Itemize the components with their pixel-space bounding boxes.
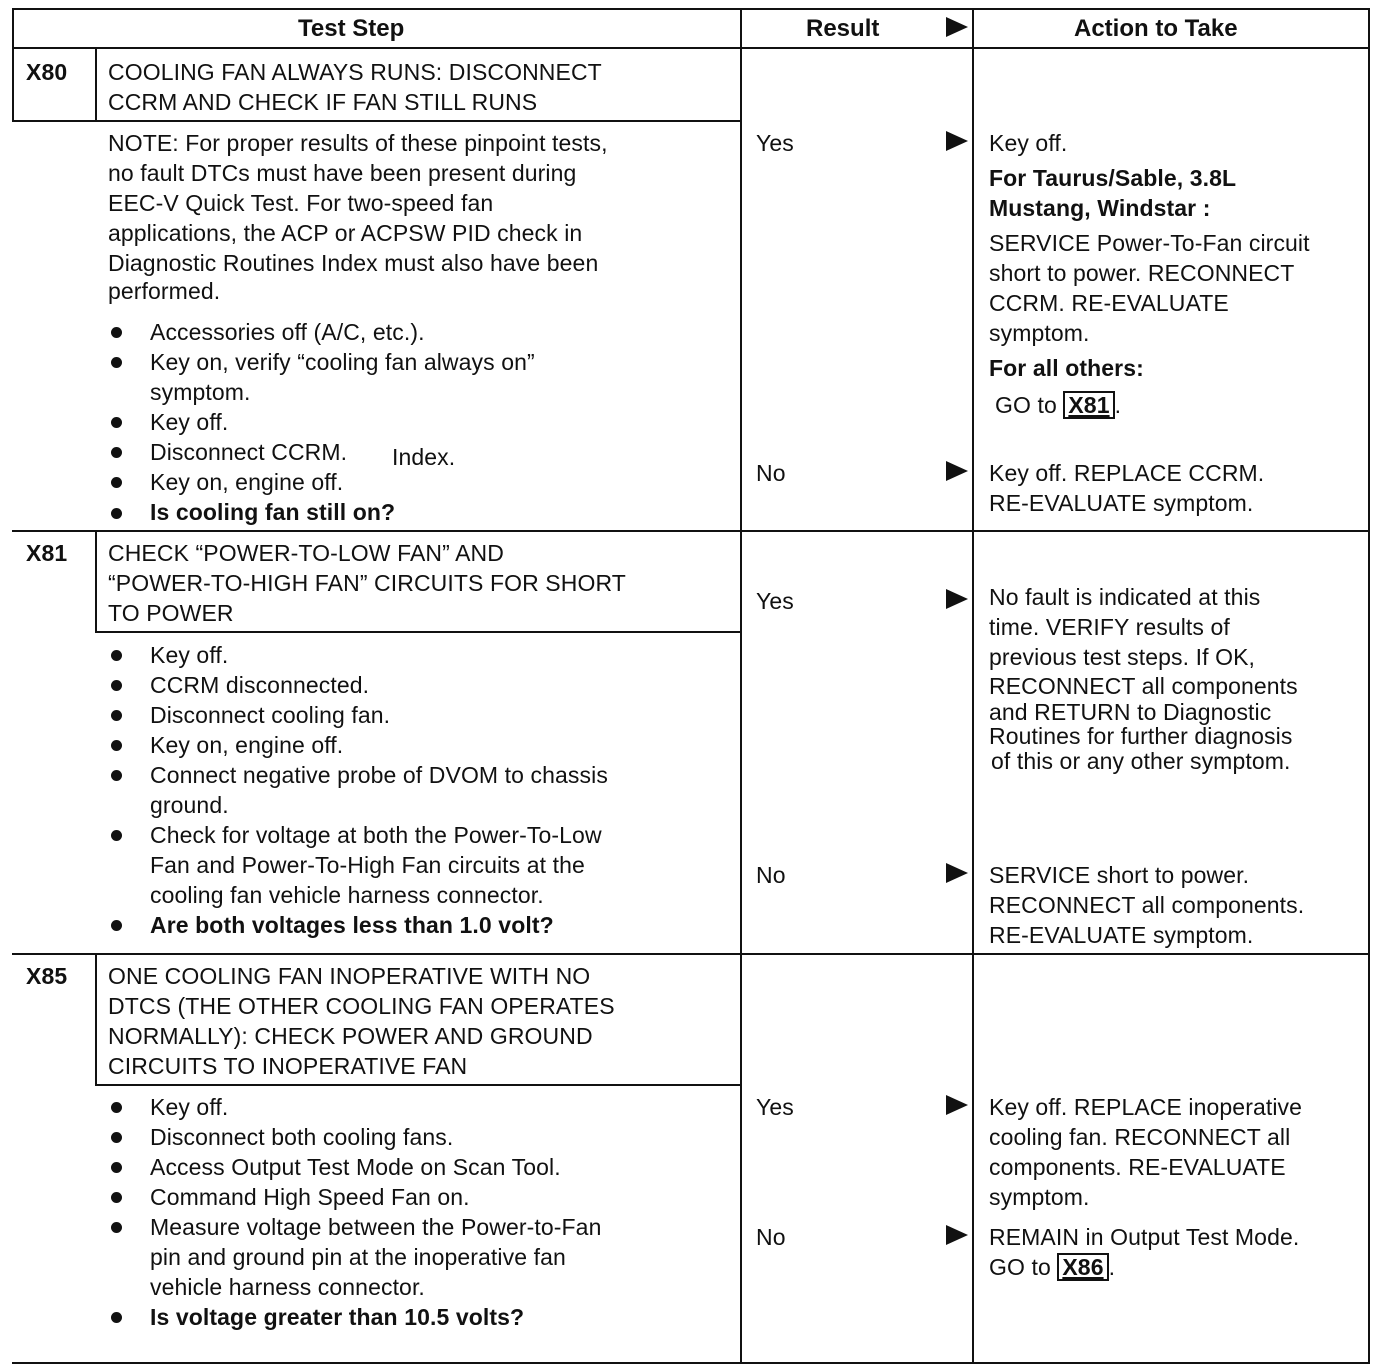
x85-bullet: Key off. <box>150 1094 229 1120</box>
x80-no-action-line: Key off. REPLACE CCRM. <box>989 460 1265 486</box>
step-reference-x81[interactable]: X81 <box>1063 391 1114 419</box>
bullet-icon <box>111 1312 122 1323</box>
x85-result-yes: Yes <box>756 1094 794 1120</box>
x80-note-line: NOTE: For proper results of these pinpoint tests, <box>108 130 608 156</box>
x81-no-action-line: SERVICE short to power. <box>989 862 1250 888</box>
x81-bullet: CCRM disconnected. <box>150 672 370 698</box>
x85-result-no: No <box>756 1224 786 1250</box>
x85-bullet: Disconnect both cooling fans. <box>150 1124 454 1150</box>
x80-title-divider <box>12 120 740 122</box>
bullet-icon <box>111 1192 122 1203</box>
bullet-icon <box>111 417 122 428</box>
x81-bullet: Key on, engine off. <box>150 732 344 758</box>
bullet-icon <box>111 650 122 661</box>
x80-bullet: Key on, engine off. <box>150 469 344 495</box>
action-column-left-border <box>972 8 974 1364</box>
x81-title-line: CHECK “POWER-TO-LOW FAN” AND <box>108 540 504 566</box>
x80-bullet: Accessories off (A/C, etc.). <box>150 319 425 345</box>
x85-yes-action-line: Key off. REPLACE inoperative <box>989 1094 1303 1120</box>
x81-yes-action-line: time. VERIFY results of <box>989 614 1230 640</box>
x85-id-divider <box>95 953 97 1084</box>
x80-note-line: applications, the ACP or ACPSW PID check in <box>108 220 583 246</box>
x85-bullet: Measure voltage between the Power-to-Fan <box>150 1214 602 1240</box>
x81-result-yes: Yes <box>756 588 794 614</box>
x81-step-id: X81 <box>26 540 68 566</box>
x81-title-line: “POWER-TO-HIGH FAN” CIRCUITS FOR SHORT <box>108 570 626 596</box>
bullet-icon <box>111 477 122 488</box>
x81-bullet-continuation: Fan and Power-To-High Fan circuits at the <box>150 852 585 878</box>
x80-yes-action-line: Mustang, Windstar : <box>989 195 1211 221</box>
result-column-left-border <box>740 8 742 1364</box>
x85-goto: GO to X86 . <box>989 1254 1116 1280</box>
x80-note-line: performed. <box>108 278 221 304</box>
bullet-icon <box>111 1222 122 1233</box>
x80-yes-action-line: For Taurus/Sable, 3.8L <box>989 165 1237 191</box>
bullet-icon <box>111 740 122 751</box>
x80-yes-action-line: For all others: <box>989 355 1144 381</box>
bullet-icon <box>111 680 122 691</box>
result-arrow-icon <box>946 1095 968 1115</box>
header-test-step: Test Step <box>298 15 405 42</box>
x80-bullet-continuation: symptom. <box>150 379 251 405</box>
x81-bullet: Disconnect cooling fan. <box>150 702 391 728</box>
bullet-icon <box>111 447 122 458</box>
result-arrow-icon <box>946 131 968 151</box>
goto-label: GO to <box>995 392 1057 418</box>
x80-question: Is cooling fan still on? <box>150 499 396 525</box>
x85-step-id: X85 <box>26 963 68 989</box>
x80-yes-action-line: symptom. <box>989 320 1090 346</box>
x85-title-divider <box>95 1084 740 1086</box>
x80-note-line: no fault DTCs must have been present during <box>108 160 577 186</box>
x81-result-no: No <box>756 862 786 888</box>
x85-yes-action-line: cooling fan. RECONNECT all <box>989 1124 1291 1150</box>
x80-yes-action-line: SERVICE Power-To-Fan circuit <box>989 230 1310 256</box>
x81-yes-action-line: previous test steps. If OK, <box>989 644 1256 670</box>
table-left-border-top <box>12 8 14 120</box>
table-bottom-border <box>12 1362 1370 1364</box>
bullet-icon <box>111 1162 122 1173</box>
x81-bullet: Check for voltage at both the Power-To-Low <box>150 822 602 848</box>
x80-no-action-line: RE-EVALUATE symptom. <box>989 490 1254 516</box>
x80-title-line: COOLING FAN ALWAYS RUNS: DISCONNECT <box>108 59 602 85</box>
x85-title-line: NORMALLY): CHECK POWER AND GROUND <box>108 1023 593 1049</box>
x81-bottom-border <box>12 953 1370 955</box>
table-right-border <box>1368 8 1370 1364</box>
x80-result-no: No <box>756 460 786 486</box>
x81-yes-action-line: Routines for further diagnosis <box>989 723 1293 749</box>
x80-note-line: Diagnostic Routines Index must also have been <box>108 250 599 276</box>
x80-goto: GO to X81 . <box>995 392 1122 418</box>
x81-id-divider <box>95 530 97 631</box>
bullet-icon <box>111 1132 122 1143</box>
bullet-icon <box>111 770 122 781</box>
x81-yes-action-line: RECONNECT all components <box>989 673 1298 699</box>
x81-bullet: Key off. <box>150 642 229 668</box>
x81-no-action-line: RECONNECT all components. <box>989 892 1305 918</box>
x80-note-line: EEC-V Quick Test. For two-speed fan <box>108 190 494 216</box>
x80-yes-action-line: CCRM. RE-EVALUATE <box>989 290 1229 316</box>
x85-bullet: Access Output Test Mode on Scan Tool. <box>150 1154 561 1180</box>
bullet-icon <box>111 327 122 338</box>
goto-label: GO to <box>989 1254 1051 1280</box>
x85-question: Is voltage greater than 10.5 volts? <box>150 1304 525 1330</box>
x81-no-action-line: RE-EVALUATE symptom. <box>989 922 1254 948</box>
bullet-icon <box>111 710 122 721</box>
x81-title-divider <box>95 631 740 633</box>
result-arrow-icon <box>946 589 968 609</box>
header-arrow-icon <box>946 17 968 37</box>
x80-bullet: Disconnect CCRM. <box>150 439 348 465</box>
x80-bullet: Key off. <box>150 409 229 435</box>
x80-stray-text: Index. <box>392 444 456 470</box>
x85-title-line: CIRCUITS TO INOPERATIVE FAN <box>108 1053 468 1079</box>
result-arrow-icon <box>946 461 968 481</box>
bullet-icon <box>111 508 122 519</box>
x80-id-divider <box>95 47 97 120</box>
x85-title-line: ONE COOLING FAN INOPERATIVE WITH NO <box>108 963 591 989</box>
header-bottom-border <box>12 47 1370 49</box>
x80-yes-action-line: short to power. RECONNECT <box>989 260 1295 286</box>
x80-title-line: CCRM AND CHECK IF FAN STILL RUNS <box>108 89 538 115</box>
header-action: Action to Take <box>1074 15 1238 42</box>
x81-bullet-continuation: cooling fan vehicle harness connector. <box>150 882 544 908</box>
x85-bullet-continuation: vehicle harness connector. <box>150 1274 425 1300</box>
header-result: Result <box>806 15 880 42</box>
x85-yes-action-line: symptom. <box>989 1184 1090 1210</box>
bullet-icon <box>111 830 122 841</box>
x85-bullet-continuation: pin and ground pin at the inoperative fan <box>150 1244 566 1270</box>
x81-yes-action-line: and RETURN to Diagnostic <box>989 699 1272 725</box>
result-arrow-icon <box>946 1225 968 1245</box>
bullet-icon <box>111 920 122 931</box>
x85-yes-action-line: components. RE-EVALUATE <box>989 1154 1286 1180</box>
x81-bullet-continuation: ground. <box>150 792 229 818</box>
step-reference-x86[interactable]: X86 <box>1057 1253 1108 1281</box>
x81-title-line: TO POWER <box>108 600 234 626</box>
table-top-border <box>12 8 1370 10</box>
x80-step-id: X80 <box>26 59 68 85</box>
x81-bullet: Connect negative probe of DVOM to chassis <box>150 762 608 788</box>
x80-bullet: Key on, verify “cooling fan always on” <box>150 349 535 375</box>
x81-yes-action-line: of this or any other symptom. <box>991 748 1291 774</box>
x85-no-action-line: REMAIN in Output Test Mode. <box>989 1224 1300 1250</box>
bullet-icon <box>111 1102 122 1113</box>
bullet-icon <box>111 357 122 368</box>
x80-bottom-border <box>12 530 1370 532</box>
x85-title-line: DTCS (THE OTHER COOLING FAN OPERATES <box>108 993 615 1019</box>
result-arrow-icon <box>946 863 968 883</box>
x81-yes-action-line: No fault is indicated at this <box>989 584 1261 610</box>
x81-question: Are both voltages less than 1.0 volt? <box>150 912 554 938</box>
x80-yes-action-line: Key off. <box>989 130 1068 156</box>
x85-bullet: Command High Speed Fan on. <box>150 1184 470 1210</box>
x80-result-yes: Yes <box>756 130 794 156</box>
